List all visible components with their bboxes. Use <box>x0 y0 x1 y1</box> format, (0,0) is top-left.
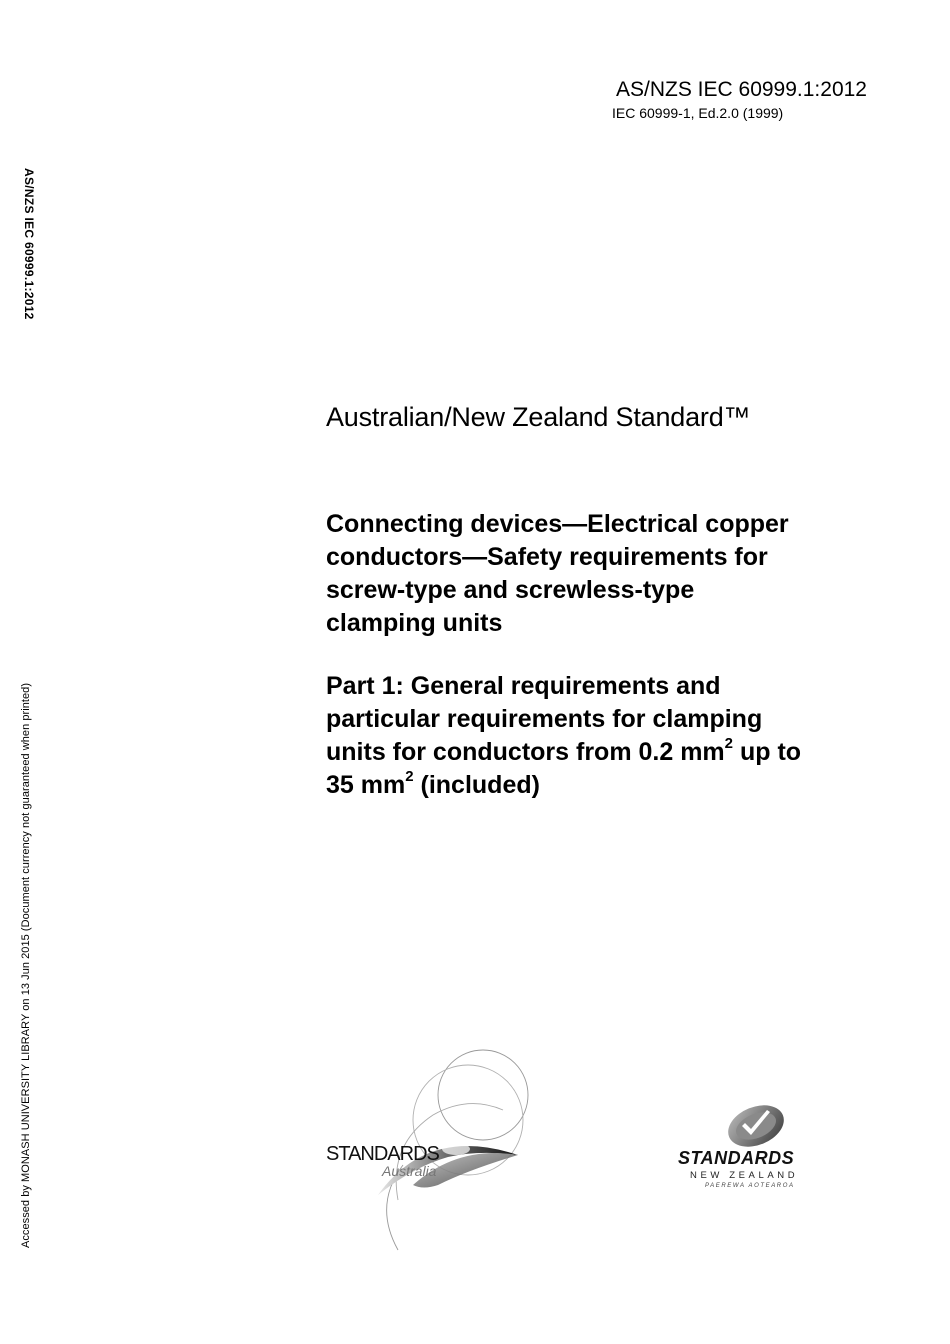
title-line: conductors—Safety requirements for <box>326 543 768 571</box>
spine-label-container <box>22 168 44 350</box>
part-line <box>326 736 906 769</box>
standards-australia-name: STANDARDS <box>326 1143 439 1165</box>
standard-number: AS/NZS IEC 60999.1:2012 <box>616 78 867 101</box>
part-line: Part 1: General requirements and <box>326 672 721 700</box>
series-title: Australian/New Zealand Standard™ <box>326 402 751 432</box>
standards-australia-logo <box>318 1045 548 1255</box>
part-text: (included) <box>413 771 540 799</box>
standards-nz-country: NEW ZEALAND <box>690 1170 799 1181</box>
standards-nz-maori-name: PAEREWA AOTEAROA <box>705 1183 795 1189</box>
part-title <box>326 670 906 802</box>
title-line: Connecting devices—Electrical copper <box>326 510 789 538</box>
part-text: units for conductors from 0.2 mm <box>326 738 725 766</box>
superscript: 2 <box>724 734 734 752</box>
title-line: clamping units <box>326 609 503 637</box>
access-notice-container <box>20 600 36 1248</box>
title-line: screw-type and screwless-type <box>326 576 695 604</box>
standards-nz-name: STANDARDS <box>678 1148 795 1168</box>
international-reference: IEC 60999-1, Ed.2.0 (1999) <box>612 105 784 121</box>
superscript: 2 <box>405 767 414 785</box>
standards-australia-subtitle: Australia <box>382 1163 437 1179</box>
part-line: particular requirements for clamping <box>326 705 763 733</box>
spine-label: AS/NZS IEC 60999.1:2012 <box>22 168 36 320</box>
standards-new-zealand-logo <box>676 1104 836 1199</box>
document-title <box>326 508 906 640</box>
part-line <box>326 769 906 802</box>
access-notice: Accessed by MONASH UNIVERSITY LIBRARY on 13 Jun 2015 (Document currency not guaranteed when printed) <box>20 682 32 1248</box>
part-text: 35 mm <box>326 771 406 799</box>
part-text: up to <box>733 738 802 766</box>
